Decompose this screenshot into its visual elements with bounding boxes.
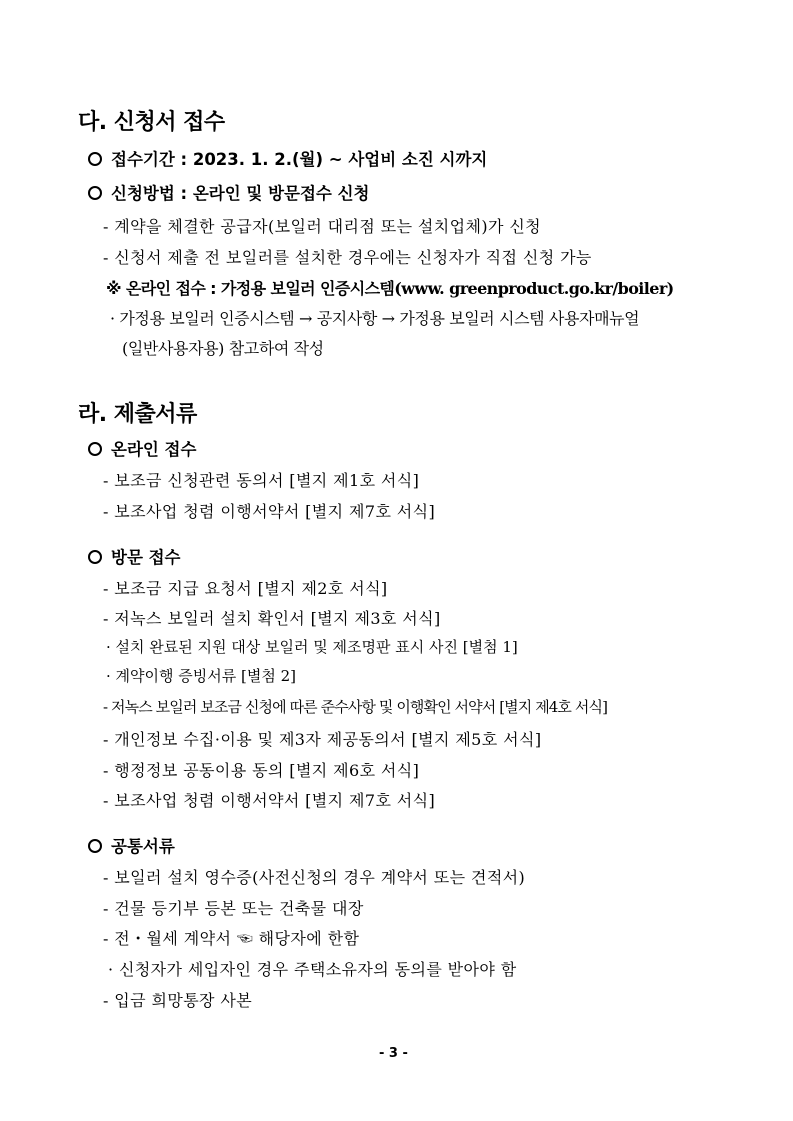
document-item: - 전・월세 계약서 ☜ 해당자에 한함: [103, 929, 360, 948]
group-online: [88, 436, 196, 460]
document-item: - 보조사업 청렴 이행서약서 [별지 제7호 서식]: [103, 502, 436, 521]
circle-bullet-icon: [88, 550, 102, 564]
item-text: 접수기간 : 2023. 1. 2.(월) ~ 사업비 소진 시까지: [111, 150, 488, 169]
circle-bullet-icon: [88, 442, 102, 456]
document-item: - 보일러 설치 영수증(사전신청의 경우 계약서 또는 견적서): [103, 868, 526, 887]
note-text: 가정용 보일러 인증시스템(www. greenproduct.go.kr/boiler): [220, 279, 674, 298]
group-title: 온라인 접수: [111, 440, 197, 459]
continuation-text: (일반사용자용) 참고하여 작성: [122, 339, 324, 358]
group-title: 공통서류: [111, 837, 175, 856]
item-application-period: [88, 146, 487, 170]
document-item: - 저녹스 보일러 설치 확인서 [별지 제3호 서식]: [103, 609, 441, 628]
document-item: - 건물 등기부 등본 또는 건축물 대장: [103, 899, 364, 918]
item-application-method: [88, 180, 369, 204]
document-subitem: · 설치 완료된 지원 대상 보일러 및 제조명판 표시 사진 [별첨 1]: [106, 638, 518, 656]
document-item: - 저녹스 보일러 보조금 신청에 따른 준수사항 및 이행확인 서약서 [별지 제4호 서식]: [103, 698, 608, 716]
note-prefix: ※ 온라인 접수 :: [106, 279, 221, 298]
online-note: [106, 276, 674, 299]
document-item: - 행정정보 공동이용 동의 [별지 제6호 서식]: [103, 761, 420, 780]
document-subitem: · 계약이행 증빙서류 [별첨 2]: [106, 667, 296, 685]
group-visit: [88, 544, 181, 568]
document-item: - 입금 희망통장 사본: [103, 991, 253, 1010]
circle-bullet-icon: [88, 839, 102, 853]
page-number: - 3 -: [379, 1046, 408, 1061]
dash-item: - 신청서 제출 전 보일러를 설치한 경우에는 신청자가 직접 신청 가능: [103, 248, 592, 267]
section-heading-documents: 라. 제출서류: [78, 402, 197, 427]
document-item: - 보조사업 청렴 이행서약서 [별지 제7호 서식]: [103, 791, 436, 810]
dot-item: · 가정용 보일러 인증시스템 → 공지사항 → 가정용 보일러 시스템 사용자매뉴얼: [110, 309, 640, 328]
circle-bullet-icon: [88, 186, 102, 200]
document-subitem: · 신청자가 세입자인 경우 주택소유자의 동의를 받아야 함: [108, 960, 517, 979]
document-item: - 보조금 지급 요청서 [별지 제2호 서식]: [103, 579, 388, 598]
group-common: [88, 833, 175, 857]
item-text: 신청방법 : 온라인 및 방문접수 신청: [111, 184, 370, 203]
section-heading-application: 다. 신청서 접수: [78, 110, 225, 135]
document-item: - 보조금 신청관련 동의서 [별지 제1호 서식]: [103, 471, 420, 490]
document-item: - 개인정보 수집·이용 및 제3자 제공동의서 [별지 제5호 서식]: [103, 730, 542, 749]
group-title: 방문 접수: [111, 548, 181, 567]
dash-item: - 계약을 체결한 공급자(보일러 대리점 또는 설치업체)가 신청: [103, 217, 542, 236]
circle-bullet-icon: [88, 152, 102, 166]
